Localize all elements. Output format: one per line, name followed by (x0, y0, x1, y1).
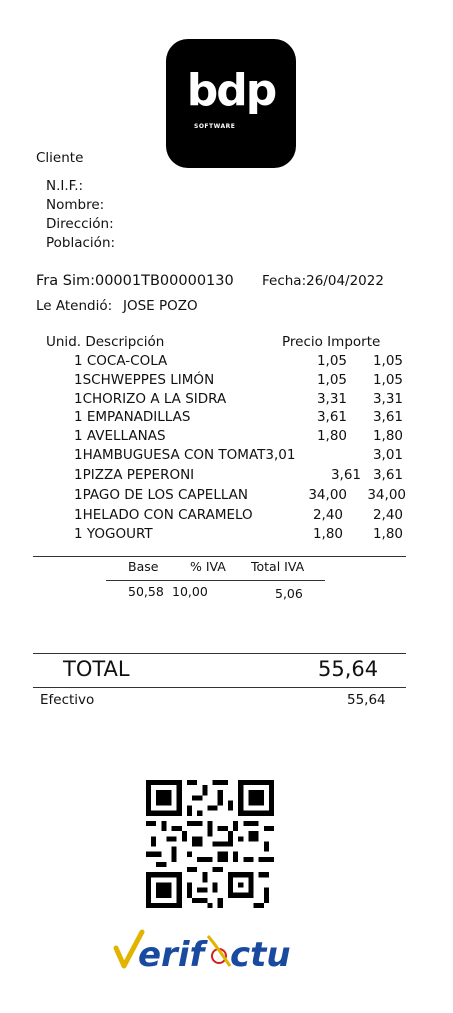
item-desc: 1HAMBUGUESA CON TOMAT3,01 (74, 447, 296, 463)
item-desc: 1 AVELLANAS (74, 428, 166, 444)
item-amount: 1,80 (372, 428, 403, 444)
item-desc: 1 COCA-COLA (74, 353, 168, 369)
item-amount: 34,00 (367, 487, 406, 503)
item-desc: 1HELADO CON CARAMELO (74, 507, 253, 523)
list-item (0, 487, 453, 506)
item-amount: 3,61 (372, 409, 403, 425)
item-desc: 1 YOGOURT (74, 526, 153, 542)
iva-header-pct: % IVA (190, 559, 226, 574)
list-item (0, 447, 453, 466)
item-amount: 1,05 (372, 353, 403, 369)
client-title: Cliente (36, 150, 84, 166)
item-amount: 1,05 (372, 372, 403, 388)
client-name: Nombre: (46, 197, 105, 213)
payment-method: Efectivo (40, 692, 95, 708)
item-amount: 3,61 (372, 467, 403, 483)
item-price: 1,05 (316, 372, 347, 388)
attended-name: JOSE POZO (123, 298, 198, 314)
iva-header-base: Base (128, 559, 159, 574)
attended-label: Le Atendió: (36, 298, 113, 314)
list-item (0, 409, 453, 428)
logo-brand: bdp (186, 65, 276, 116)
invoice-date: Fecha:26/04/2022 (262, 273, 384, 289)
invoice-number: Fra Sim:00001TB00000130 (36, 273, 234, 289)
item-price: 3,31 (316, 391, 347, 407)
item-desc: 1PIZZA PEPERONI (74, 467, 195, 483)
list-item (0, 526, 453, 545)
iva-pct-value: 10,00 (172, 584, 208, 599)
item-desc: 1PAGO DE LOS CAPELLAN (74, 487, 249, 503)
item-desc: 1SCHWEPPES LIMÓN (74, 372, 215, 388)
item-amount: 2,40 (372, 507, 403, 523)
item-price: 1,80 (312, 526, 343, 542)
list-item (0, 391, 453, 410)
item-price: 1,80 (316, 428, 347, 444)
divider (33, 687, 406, 688)
list-item (0, 428, 453, 447)
item-amount: 1,80 (372, 526, 403, 542)
items-header-desc: Unid. Descripción (46, 334, 165, 350)
item-price: 34,00 (308, 487, 347, 503)
item-amount: 3,31 (372, 391, 403, 407)
item-price: 3,61 (330, 467, 361, 483)
svg-text:ctu: ctu (230, 935, 291, 974)
payment-amount: 55,64 (347, 692, 386, 708)
list-item (0, 507, 453, 526)
client-address: Dirección: (46, 216, 114, 232)
list-item (0, 467, 453, 486)
svg-text:erif: erif (138, 935, 205, 974)
company-logo (166, 39, 296, 168)
items-header-price: Precio Importe (282, 334, 381, 350)
divider (106, 580, 325, 581)
item-price: 1,05 (316, 353, 347, 369)
verifactu-logo (112, 926, 307, 974)
client-nif: N.I.F.: (46, 178, 84, 194)
logo-subtitle: SOFTWARE (194, 123, 236, 130)
list-item (0, 353, 453, 372)
list-item (0, 372, 453, 391)
iva-total-value: 5,06 (275, 586, 303, 601)
iva-base-value: 50,58 (128, 584, 164, 599)
item-desc: 1 EMPANADILLAS (74, 409, 191, 425)
iva-header-total: Total IVA (251, 559, 305, 574)
total-label: TOTAL (63, 657, 130, 681)
item-desc: 1CHORIZO A LA SIDRA (74, 391, 227, 407)
divider (33, 556, 406, 557)
item-price: 2,40 (312, 507, 343, 523)
qr-code-icon (146, 780, 274, 908)
item-amount: 3,01 (372, 447, 403, 463)
total-value: 55,64 (318, 657, 379, 681)
divider (33, 653, 406, 654)
item-price: 3,61 (316, 409, 347, 425)
client-city: Población: (46, 235, 116, 251)
